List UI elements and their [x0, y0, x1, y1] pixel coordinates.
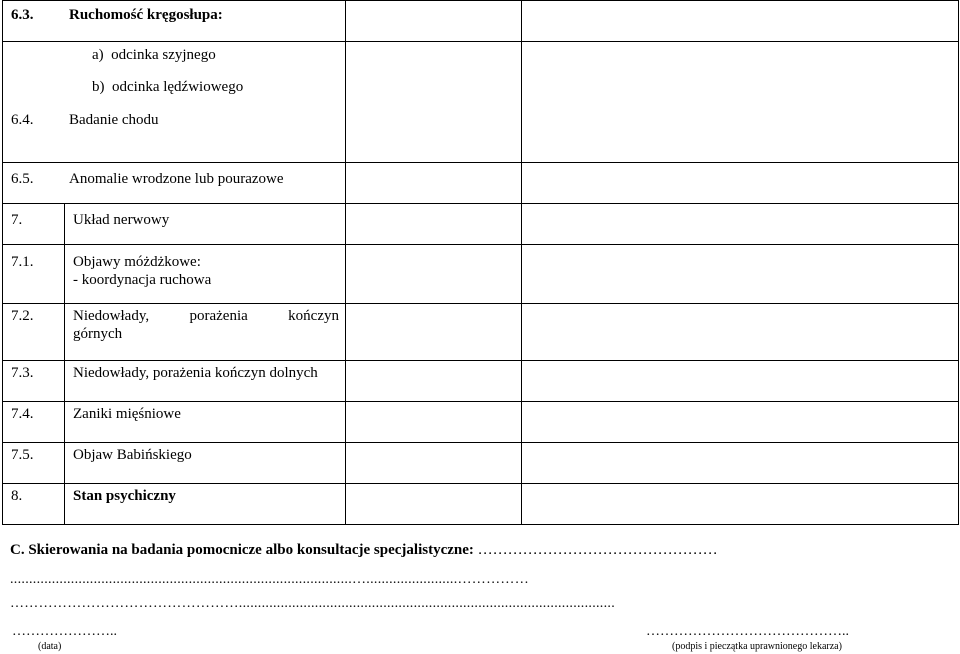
- cell-label: [65, 443, 346, 484]
- cell-label: [65, 402, 346, 443]
- cell-number: [3, 204, 65, 245]
- cell-blank[interactable]: [346, 484, 522, 525]
- cell-blank[interactable]: [522, 361, 959, 402]
- row-number: 7.5.: [11, 447, 34, 463]
- cell-blank[interactable]: [346, 245, 522, 304]
- cell-blank[interactable]: [346, 1, 522, 42]
- cell-number: [3, 245, 65, 304]
- row-number: 7.4.: [11, 406, 34, 422]
- cell-blank[interactable]: [522, 484, 959, 525]
- cell-label: [65, 204, 346, 245]
- cell-label: [65, 304, 346, 361]
- table-row: [3, 163, 959, 204]
- table-row: [3, 361, 959, 402]
- cell-label: [65, 245, 346, 304]
- cell-blank[interactable]: [346, 304, 522, 361]
- cell-blank[interactable]: [346, 443, 522, 484]
- cell-spine-sub: [3, 42, 346, 163]
- table-row: [3, 245, 959, 304]
- cell-number: [3, 402, 65, 443]
- cell-blank[interactable]: [346, 163, 522, 204]
- table-row: [3, 1, 959, 42]
- row-number: 7.2.: [11, 308, 34, 324]
- row-label-line2: górnych: [73, 326, 123, 342]
- section-c-title: C. Skierowania na badania pomocnicze albo konsultacje specjalistyczne:: [10, 542, 474, 558]
- row-label: [65, 304, 345, 325]
- cell-number: [3, 304, 65, 361]
- cell-blank[interactable]: [346, 361, 522, 402]
- date-field[interactable]: …………………..: [12, 624, 117, 639]
- label-word: Niedowłady,: [73, 308, 150, 324]
- row-label: Anomalie wrodzone lub pourazowe: [69, 171, 284, 187]
- row-label: Ruchomość kręgosłupa:: [69, 7, 223, 23]
- cell-blank[interactable]: [522, 42, 959, 163]
- row-number: 7.: [11, 212, 23, 228]
- table-row: [3, 402, 959, 443]
- row-label: Objawy móżdżkowe:: [73, 254, 201, 270]
- list-item: a) odcinka szyjnego: [92, 47, 216, 63]
- row-label: Układ nerwowy: [73, 212, 170, 228]
- cell-blank[interactable]: [346, 42, 522, 163]
- row-number: 6.3.: [11, 7, 34, 23]
- table-row: [3, 204, 959, 245]
- cell-blank[interactable]: [522, 1, 959, 42]
- cell-blank[interactable]: [522, 304, 959, 361]
- cell-blank[interactable]: [522, 163, 959, 204]
- dotted-fill[interactable]: …………………………………………: [473, 542, 718, 558]
- cell-blank[interactable]: [522, 245, 959, 304]
- cell-blank[interactable]: [346, 204, 522, 245]
- list-item: b) odcinka lędźwiowego: [92, 79, 244, 95]
- cell-number: [3, 361, 65, 402]
- cell-number: [3, 443, 65, 484]
- examination-table: [2, 0, 959, 525]
- row-number: 7.3.: [11, 365, 34, 381]
- row-number: 6.4.: [11, 112, 34, 128]
- section-c-heading: [10, 542, 952, 559]
- row-label: Badanie chodu: [69, 112, 159, 128]
- cell-anomalies: [3, 163, 346, 204]
- cell-blank[interactable]: [522, 443, 959, 484]
- dotted-line[interactable]: ..........................................................................................…........................……………: [10, 572, 529, 587]
- cell-number: [3, 484, 65, 525]
- cell-spine-mobility: [3, 1, 346, 42]
- cell-blank[interactable]: [522, 402, 959, 443]
- row-label: Stan psychiczny: [73, 488, 176, 504]
- table-row: [3, 484, 959, 525]
- cell-label: [65, 484, 346, 525]
- dotted-line[interactable]: …………………………………………...................................................................................................: [10, 596, 615, 611]
- cell-blank[interactable]: [522, 204, 959, 245]
- row-number: 7.1.: [11, 254, 34, 270]
- label-word: kończyn: [288, 308, 339, 324]
- date-caption: (data): [38, 641, 62, 652]
- row-label: Niedowłady, porażenia kończyn dolnych: [73, 365, 318, 381]
- label-word: porażenia: [189, 308, 248, 324]
- table-row: [3, 42, 959, 163]
- row-number: 8.: [11, 488, 23, 504]
- row-label: Objaw Babińskiego: [73, 447, 192, 463]
- cell-label: [65, 361, 346, 402]
- row-label: Zaniki mięśniowe: [73, 406, 181, 422]
- signature-field[interactable]: ……………………………………..: [646, 624, 849, 639]
- table-row: [3, 443, 959, 484]
- table-row: [3, 304, 959, 361]
- signature-caption: (podpis i pieczątka uprawnionego lekarza): [672, 641, 842, 652]
- row-number: 6.5.: [11, 171, 34, 187]
- cell-blank[interactable]: [346, 402, 522, 443]
- row-label-line2: - koordynacja ruchowa: [73, 272, 212, 288]
